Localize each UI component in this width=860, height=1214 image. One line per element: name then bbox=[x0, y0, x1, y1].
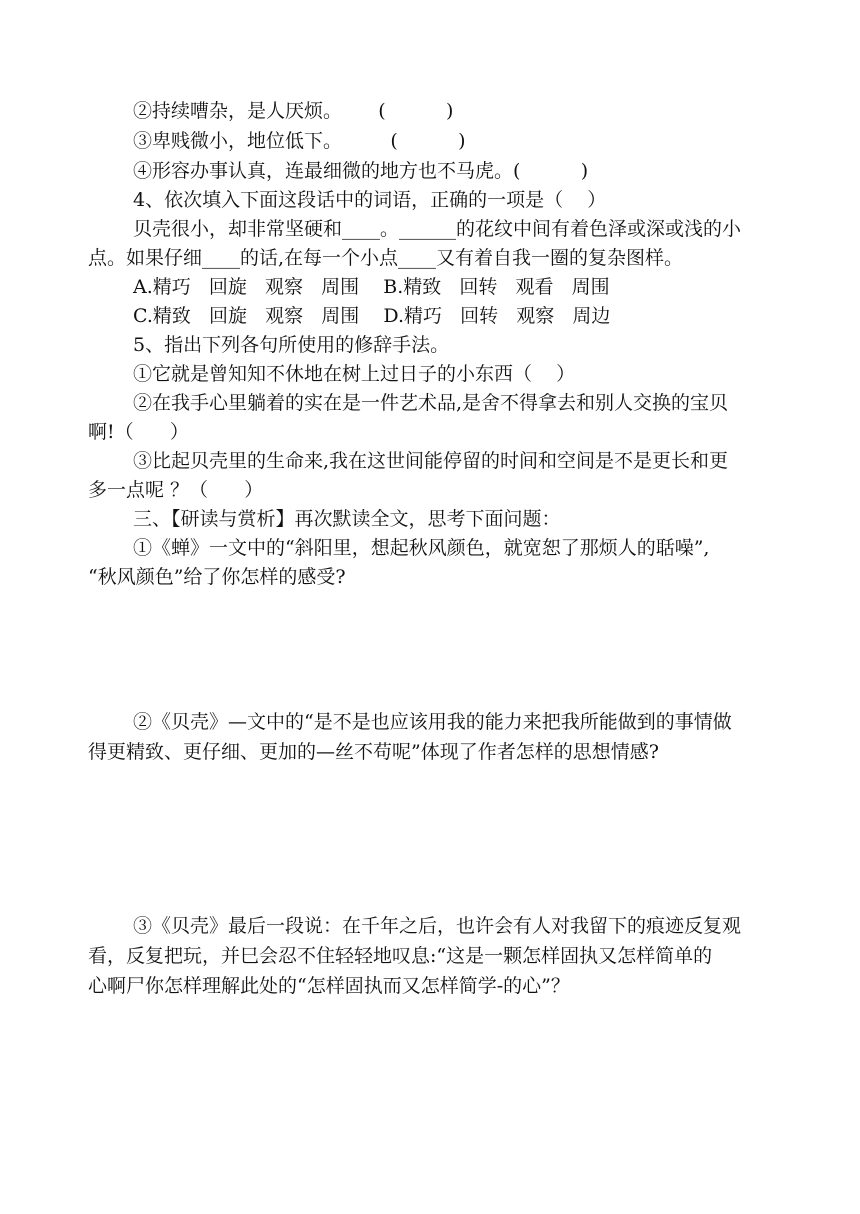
q5-item-2-line-2: 啊!（ ） bbox=[88, 421, 189, 443]
s3-q2-line-2: 得更精致、更仔细、更加的—丝不苟呢”体现了作者怎样的思想情感? bbox=[88, 741, 659, 763]
s3-q2-line-1: ②《贝壳》—文中的“是不是也应该用我的能力来把我所能做到的事情做 bbox=[133, 711, 732, 733]
q4-options-line-2: C.精致 回旋 观察 周围 D.精巧 回转 观察 周边 bbox=[133, 305, 611, 327]
q3-item-3: ③卑贱微小，地位低下。 ( ) bbox=[133, 130, 466, 152]
section-3-heading: 三、【研读与赏析】再次默读全文，思考下面问题： bbox=[133, 508, 561, 530]
q4-passage-line-1: 贝壳很小，却非常坚硬和____。______的花纹中间有着色泽或深或浅的小 bbox=[133, 218, 742, 240]
s3-q1-line-2: “秋风颜色”给了你怎样的感受? bbox=[88, 566, 346, 588]
q5-item-1: ①它就是曾知知不休地在树上过日子的小东西（ ） bbox=[133, 363, 576, 385]
q5-item-3-line-2: 多一点呢 ？（ ） bbox=[88, 479, 264, 501]
q4-passage-line-2: 点。如果仔细____的话,在每一个小点____又有着自我一圈的复杂图样。 bbox=[88, 247, 684, 269]
q5-prompt: 5、指出下列各句所使用的修辞手法。 bbox=[133, 334, 450, 356]
q4-prompt: 4、依次填入下面这段话中的词语，正确的一项是（ ） bbox=[133, 189, 607, 211]
q4-options-line-1: A.精巧 回旋 观察 周围 B.精致 回转 观看 周围 bbox=[133, 276, 610, 298]
q5-item-2-line-1: ②在我手心里躺着的实在是一件艺术品,是舍不得拿去和别人交换的宝贝 bbox=[133, 392, 729, 414]
q3-item-4: ④形容办事认真，连最细微的地方也不马虎。( ) bbox=[133, 160, 589, 182]
q5-item-3-line-1: ③比起贝壳里的生命来,我在这世间能停留的时间和空间是不是更长和更 bbox=[133, 450, 729, 472]
s3-q3-line-2: 看，反复把玩，并巳会忍不住轻轻地叹息:“这是一颗怎样固执又怎样简单的 bbox=[88, 945, 713, 967]
s3-q3-line-3: 心啊尸你怎样理解此处的“怎样固执而又怎样简学-的心”？ bbox=[88, 975, 570, 997]
q3-item-2: ②持续嘈杂，是人厌烦。 ( ) bbox=[133, 100, 454, 122]
s3-q1-line-1: ①《蝉》一文中的“斜阳里，想起秋风颜色，就宽恕了那烦人的聒噪”, bbox=[133, 537, 710, 559]
s3-q3-line-1: ③《贝壳》最后一段说：在千年之后，也许会有人对我留下的痕迹反复观 bbox=[133, 915, 742, 937]
